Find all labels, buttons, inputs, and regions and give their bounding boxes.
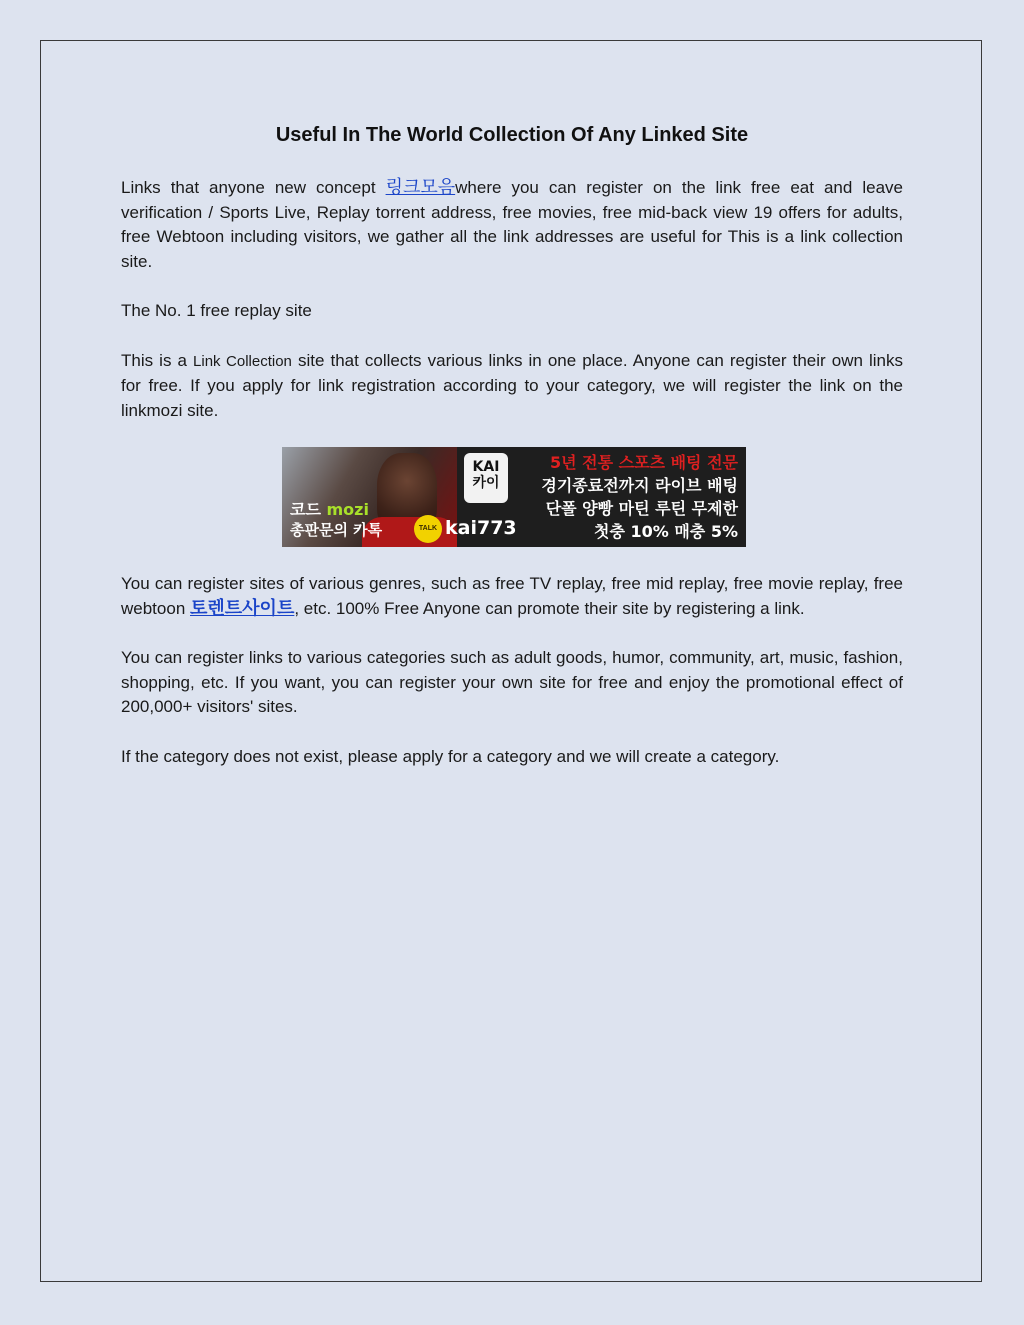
kai-logo-top: KAI	[472, 459, 500, 475]
kakaotalk-icon: TALK	[414, 515, 442, 543]
document-body	[121, 118, 903, 769]
banner-contact-line: 총판문의 카톡	[290, 521, 383, 539]
banner-code-value: mozi	[326, 500, 369, 519]
intro-text-after: where you can register on the link free eat and leave verification / Sports Live, Replay torrent address, free movies, free mid-back view 19 offers for adults, free Webtoon including visitors, we gather all the link addresses are useful for This is a link collection site.	[121, 178, 903, 271]
page-title: Useful In The World Collection Of Any Linked Site	[275, 124, 749, 146]
banner-line-3: 단폴 양빵 마틴 루틴 무제한	[545, 499, 738, 518]
genres-paragraph	[121, 572, 903, 621]
link-collection-link[interactable]: 링크모음	[385, 177, 456, 198]
intro-text-before: Links that anyone new concept	[121, 178, 386, 197]
banner-copy	[508, 451, 738, 543]
kai-logo	[464, 453, 508, 503]
banner-line-4: 첫충 10% 매충 5%	[594, 522, 738, 541]
collection-term: Link Collection	[193, 352, 292, 370]
banner-line-1: 5년 전통 스포츠 배팅 전문	[550, 453, 738, 472]
genres-text-after: , etc. 100% Free Anyone can promote their site by registering a link.	[294, 598, 805, 618]
kakao-id: kai773	[445, 517, 517, 539]
ad-banner[interactable]	[282, 447, 746, 547]
intro-paragraph	[121, 176, 903, 274]
banner-container	[121, 447, 903, 547]
kai-logo-bottom: 카이	[472, 475, 500, 491]
genres-text-before: You can register sites of various genres, such as free TV replay, free mid replay, free movie replay, free webtoon	[121, 574, 903, 618]
banner-code-label: 코드	[290, 500, 321, 519]
banner-line-2: 경기종료전까지 라이브 배팅	[541, 476, 738, 495]
collection-text-after: site that collects various links in one place. Anyone can register their own links for free. If you apply for link registration according to your category, we will register the link on the linkmozi site.	[121, 350, 903, 420]
collection-paragraph	[121, 349, 903, 424]
collection-text-before: This is a	[121, 350, 194, 370]
replay-site-paragraph: The No. 1 free replay site	[121, 301, 312, 320]
category-request-paragraph: If the category does not exist, please apply for a category and we will create a category.	[121, 746, 780, 766]
categories-paragraph: You can register links to various categories such as adult goods, humor, community, art, music, fashion, shopping, etc. If you want, you can register your own site for free and enjoy the promotional effect of 200,000+ visitors' sites.	[121, 648, 903, 716]
banner-code	[290, 497, 369, 520]
torrent-site-link[interactable]: 토렌트사이트	[190, 597, 295, 619]
